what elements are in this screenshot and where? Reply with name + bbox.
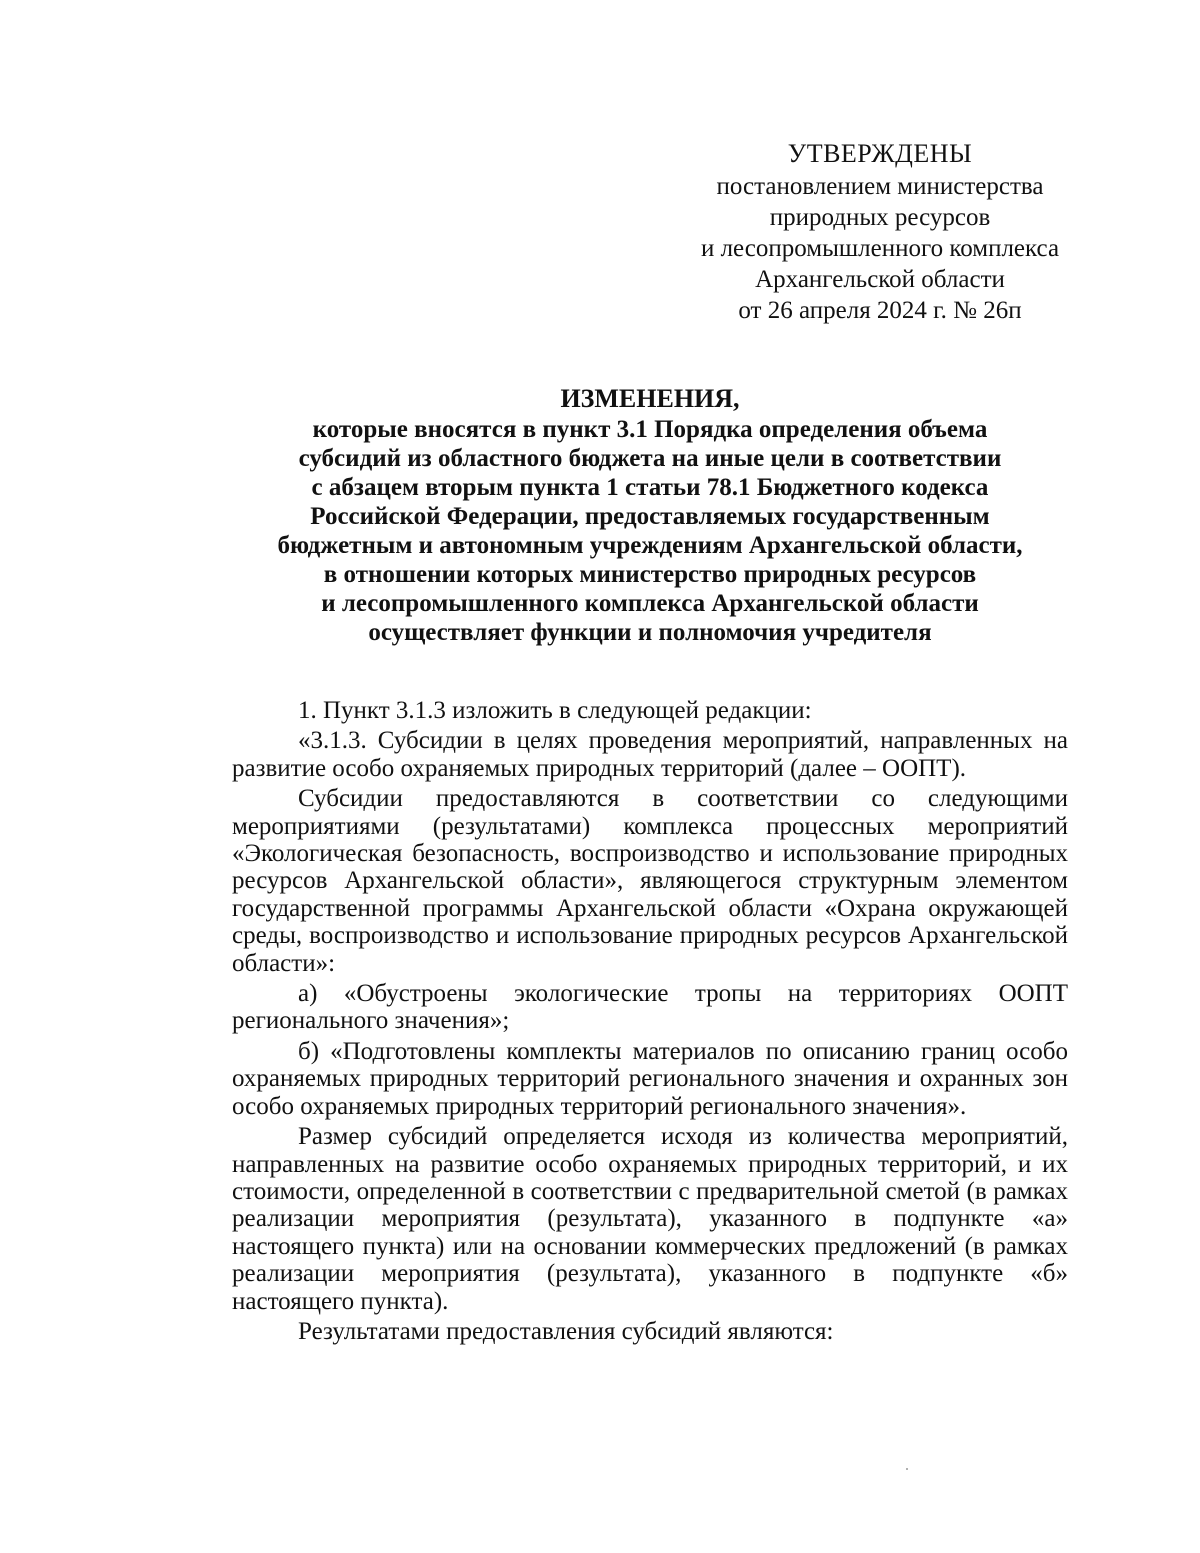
title-line: в отношении которых министерство природных ресурсов (323, 561, 977, 588)
approval-line: и лесопромышленного комплекса (700, 235, 1060, 262)
approval-stamp-block (690, 138, 1070, 326)
title-line: субсидий из областного бюджета на иные цели в соответствии (298, 445, 1002, 472)
paragraph-subitem-b: б) «Подготовлены комплекты материалов по описанию границ особо охраняемых природных территорий регионального значения и охранных зон особо охраняемых природных территорий регионального значения». (232, 1037, 1068, 1120)
document-body (232, 697, 1068, 1348)
title-line: и лесопромышленного комплекса Архангельской области (321, 590, 979, 617)
approval-line: Архангельской области (755, 266, 1005, 293)
paragraph-subsidy-size: Размер субсидий определяется исходя из количества мероприятий, направленных на развитие особо охраняемых природных территорий, и их стоимости, определенной в соответствии с предварительной сметой (в рамках реализации мероприятия (результата), указанного в подпункте «а» настоящего пункта) или на основании коммерческих предложений (в рамках реализации мероприятия (результата), указанного в подпункте «б» настоящего пункта). (232, 1123, 1068, 1315)
approval-line: постановлением министерства (716, 173, 1044, 200)
paragraph-item-1: 1. Пункт 3.1.3 изложить в следующей редакции: (298, 697, 812, 724)
title-main: ИЗМЕНЕНИЯ, (560, 384, 740, 413)
approval-line: природных ресурсов (769, 204, 991, 231)
paragraph-subsidy-measures: Субсидии предоставляются в соответствии со следующими мероприятиями (результатами) комплекса процессных мероприятий «Экологическая безопасность, воспроизводство и использование природных ресурсов Архангельской области», являющегося структурным элементом государственной программы Архангельской области «Охрана окружающей среды, воспроизводство и использование природных ресурсов Архангельской области»: (232, 785, 1068, 977)
title-line: бюджетным и автономным учреждениям Архангельской области, (277, 532, 1023, 559)
approval-line: от 26 апреля 2024 г. № 26п (738, 297, 1022, 324)
paragraph-subsidy-purpose: «3.1.3. Субсидии в целях проведения мероприятий, направленных на развитие особо охраняемых природных территорий (далее – ООПТ). (232, 727, 1068, 782)
paragraph-subitem-a: а) «Обустроены экологические тропы на территориях ООПТ регионального значения»; (232, 980, 1068, 1035)
approval-heading: УТВЕРЖДЕНЫ (787, 139, 973, 168)
title-line: Российской Федерации, предоставляемых государственным (310, 503, 990, 530)
document-title (230, 384, 1070, 647)
paragraph-results: Результатами предоставления субсидий являются: (298, 1317, 834, 1345)
title-line: которые вносятся в пункт 3.1 Порядка определения объема (312, 416, 988, 443)
scan-artifact (906, 1468, 908, 1470)
title-line: осуществляет функции и полномочия учредителя (368, 619, 932, 646)
title-line: с абзацем вторым пункта 1 статьи 78.1 Бюджетного кодекса (311, 474, 989, 501)
